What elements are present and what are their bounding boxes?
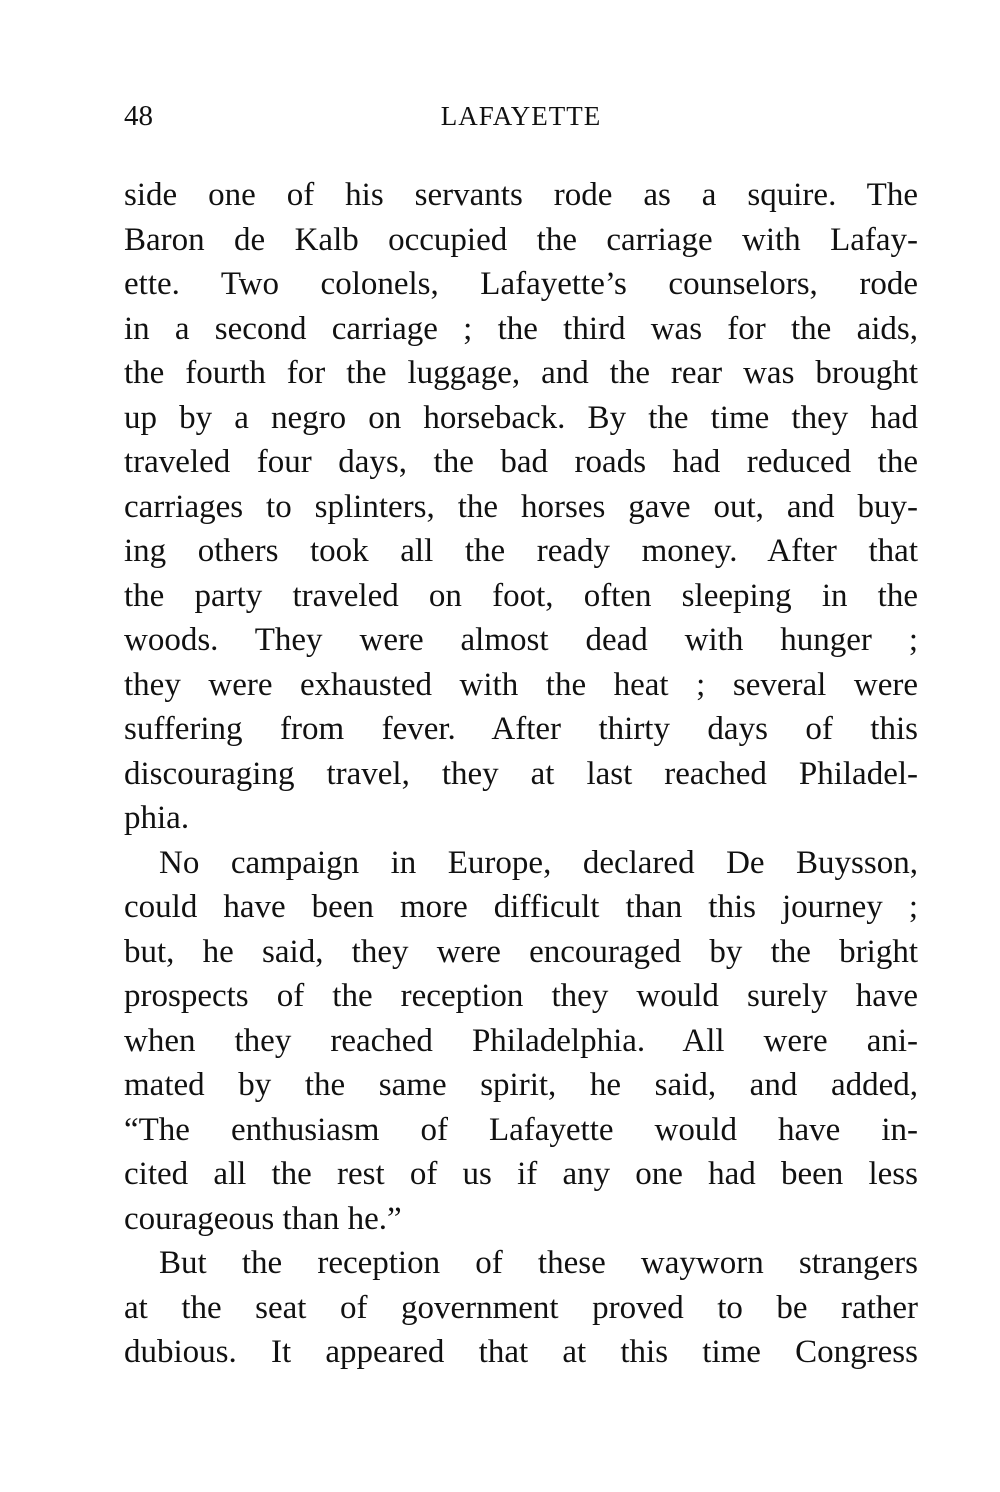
- running-title: LAFAYETTE: [440, 101, 602, 131]
- text-line: ing others took all the ready money. After that: [124, 533, 918, 569]
- text-line: at the seat of government proved to be rather: [124, 1289, 918, 1326]
- text-line: Baron de Kalb occupied the carriage with Lafay-: [124, 221, 918, 258]
- text-line: the fourth for the luggage, and the rear was brought: [124, 355, 918, 391]
- text-line: suffering from fever. After thirty days of this: [124, 711, 918, 747]
- text-line: “The enthusiasm of Lafayette would have in-: [124, 1111, 918, 1148]
- text-line: prospects of the reception they would surely have: [124, 978, 918, 1014]
- text-line: the party traveled on foot, often sleeping in the: [124, 577, 918, 614]
- text-line: side one of his servants rode as a squire. The: [124, 177, 918, 213]
- text-line: up by a negro on horseback. By the time they had: [124, 399, 918, 436]
- text-line: woods. They were almost dead with hunger ;: [124, 622, 918, 658]
- text-line: traveled four days, the bad roads had reduced the: [124, 444, 918, 480]
- running-head: [124, 96, 918, 136]
- page-number: 48: [124, 100, 153, 132]
- text-line: But the reception of these wayworn strangers: [159, 1245, 918, 1281]
- text-line: dubious. It appeared that at this time Congress: [124, 1334, 918, 1370]
- text-line: mated by the same spirit, he said, and added,: [124, 1067, 918, 1103]
- text-line: in a second carriage ; the third was for the aids,: [124, 310, 918, 347]
- text-line: but, he said, they were encouraged by the bright: [124, 933, 918, 970]
- text-line: phia.: [124, 800, 190, 836]
- text-line: when they reached Philadelphia. All were ani-: [124, 1022, 918, 1059]
- text-line: carriages to splinters, the horses gave out, and buy-: [124, 488, 918, 525]
- body-text: [124, 173, 918, 1375]
- text-line: cited all the rest of us if any one had been less: [124, 1156, 918, 1192]
- paragraph-1: [124, 173, 918, 841]
- text-line: courageous than he.”: [124, 1200, 402, 1237]
- text-line: ette. Two colonels, Lafayette’s counselors, rode: [124, 266, 918, 302]
- text-line: No campaign in Europe, declared De Buysson,: [159, 844, 918, 881]
- paragraph-2: [124, 841, 918, 1242]
- paragraph-3: [124, 1241, 918, 1375]
- text-line: they were exhausted with the heat ; several were: [124, 666, 918, 703]
- text-line: discouraging travel, they at last reached Philadel-: [124, 755, 918, 792]
- text-line: could have been more difficult than this journey ;: [124, 889, 918, 925]
